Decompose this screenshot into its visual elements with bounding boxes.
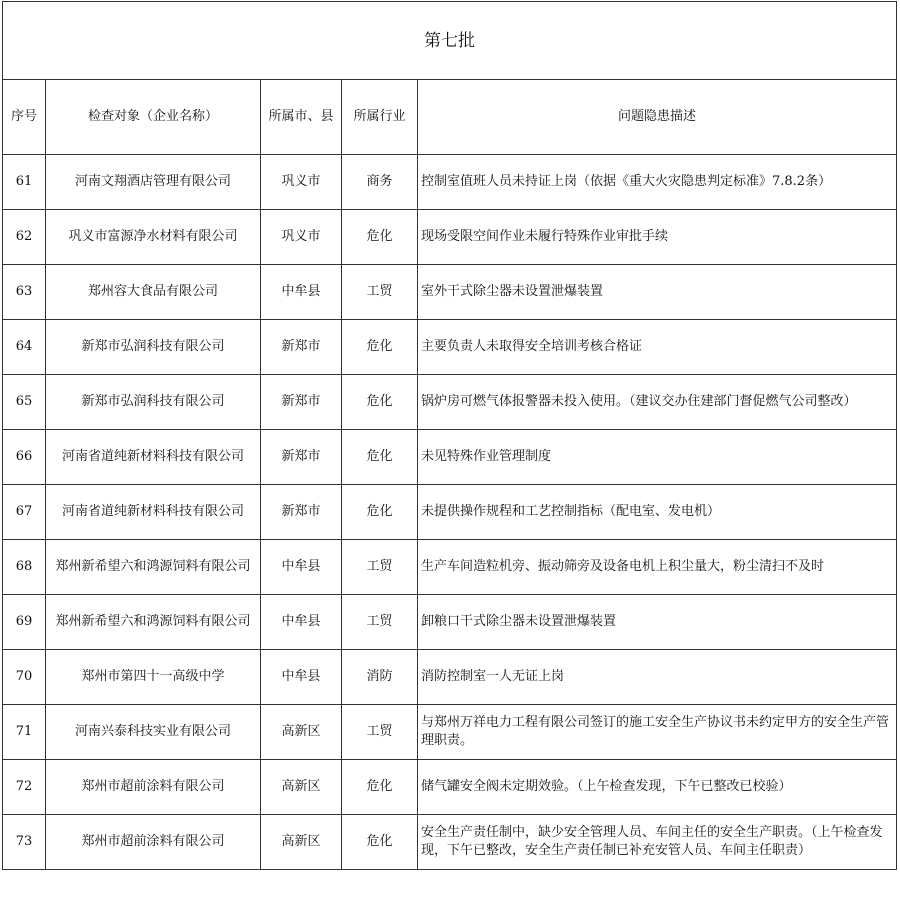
cell-industry: 工贸 bbox=[342, 705, 418, 760]
cell-city: 新郑市 bbox=[261, 485, 342, 540]
cell-industry: 危化 bbox=[342, 760, 418, 815]
cell-company: 河南文翔酒店管理有限公司 bbox=[46, 155, 261, 210]
table-body bbox=[3, 155, 897, 870]
cell-no: 67 bbox=[3, 485, 46, 540]
cell-city: 中牟县 bbox=[261, 650, 342, 705]
cell-no: 71 bbox=[3, 705, 46, 760]
cell-industry: 商务 bbox=[342, 155, 418, 210]
table-row bbox=[3, 375, 897, 430]
header-no: 序号 bbox=[3, 80, 46, 155]
cell-company: 郑州新希望六和鸿源饲料有限公司 bbox=[46, 540, 261, 595]
cell-no: 62 bbox=[3, 210, 46, 265]
header-city: 所属市、县 bbox=[261, 80, 342, 155]
cell-issue: 主要负责人未取得安全培训考核合格证 bbox=[418, 320, 897, 375]
cell-industry: 危化 bbox=[342, 815, 418, 870]
cell-no: 65 bbox=[3, 375, 46, 430]
cell-industry: 危化 bbox=[342, 320, 418, 375]
cell-issue: 安全生产责任制中，缺少安全管理人员、车间主任的安全生产职责。（上午检查发现，下午已整改，安全生产责任制已补充安管人员、车间主任职责） bbox=[418, 815, 897, 870]
table-row bbox=[3, 430, 897, 485]
header-row bbox=[3, 80, 897, 155]
hazard-table bbox=[2, 1, 897, 870]
cell-company: 河南省道纯新材料科技有限公司 bbox=[46, 430, 261, 485]
cell-company: 新郑市弘润科技有限公司 bbox=[46, 320, 261, 375]
cell-city: 新郑市 bbox=[261, 375, 342, 430]
cell-company: 郑州容大食品有限公司 bbox=[46, 265, 261, 320]
cell-city: 中牟县 bbox=[261, 265, 342, 320]
table-row bbox=[3, 705, 897, 760]
cell-company: 郑州市超前涂料有限公司 bbox=[46, 760, 261, 815]
cell-city: 高新区 bbox=[261, 760, 342, 815]
cell-no: 70 bbox=[3, 650, 46, 705]
table-row bbox=[3, 320, 897, 375]
cell-issue: 储气罐安全阀未定期效验。（上午检查发现，下午已整改已校验） bbox=[418, 760, 897, 815]
table-row bbox=[3, 210, 897, 265]
cell-issue: 消防控制室一人无证上岗 bbox=[418, 650, 897, 705]
cell-company: 巩义市富源净水材料有限公司 bbox=[46, 210, 261, 265]
cell-city: 高新区 bbox=[261, 815, 342, 870]
cell-company: 新郑市弘润科技有限公司 bbox=[46, 375, 261, 430]
cell-city: 中牟县 bbox=[261, 540, 342, 595]
cell-no: 63 bbox=[3, 265, 46, 320]
cell-industry: 危化 bbox=[342, 210, 418, 265]
cell-no: 73 bbox=[3, 815, 46, 870]
table-row bbox=[3, 540, 897, 595]
cell-industry: 危化 bbox=[342, 430, 418, 485]
cell-city: 高新区 bbox=[261, 705, 342, 760]
cell-issue: 未提供操作规程和工艺控制指标（配电室、发电机） bbox=[418, 485, 897, 540]
table-row bbox=[3, 485, 897, 540]
cell-city: 中牟县 bbox=[261, 595, 342, 650]
cell-industry: 危化 bbox=[342, 485, 418, 540]
cell-city: 巩义市 bbox=[261, 155, 342, 210]
cell-company: 河南兴泰科技实业有限公司 bbox=[46, 705, 261, 760]
table-row bbox=[3, 155, 897, 210]
cell-industry: 工贸 bbox=[342, 595, 418, 650]
cell-no: 72 bbox=[3, 760, 46, 815]
cell-no: 61 bbox=[3, 155, 46, 210]
cell-industry: 工贸 bbox=[342, 265, 418, 320]
table-row bbox=[3, 650, 897, 705]
cell-issue: 现场受限空间作业未履行特殊作业审批手续 bbox=[418, 210, 897, 265]
cell-issue: 控制室值班人员未持证上岗（依据《重大火灾隐患判定标准》7.8.2条） bbox=[418, 155, 897, 210]
table-row bbox=[3, 760, 897, 815]
cell-industry: 工贸 bbox=[342, 540, 418, 595]
cell-no: 69 bbox=[3, 595, 46, 650]
cell-issue: 与郑州万祥电力工程有限公司签订的施工安全生产协议书未约定甲方的安全生产管理职责。 bbox=[418, 705, 897, 760]
cell-city: 巩义市 bbox=[261, 210, 342, 265]
cell-company: 郑州新希望六和鸿源饲料有限公司 bbox=[46, 595, 261, 650]
inspection-sheet bbox=[2, 1, 896, 870]
cell-issue: 未见特殊作业管理制度 bbox=[418, 430, 897, 485]
cell-no: 68 bbox=[3, 540, 46, 595]
table-row bbox=[3, 265, 897, 320]
cell-issue: 室外干式除尘器未设置泄爆装置 bbox=[418, 265, 897, 320]
table-title: 第七批 bbox=[3, 2, 897, 80]
cell-no: 66 bbox=[3, 430, 46, 485]
table-row bbox=[3, 595, 897, 650]
cell-no: 64 bbox=[3, 320, 46, 375]
cell-industry: 危化 bbox=[342, 375, 418, 430]
header-issue: 问题隐患描述 bbox=[418, 80, 897, 155]
cell-company: 河南省道纯新材料科技有限公司 bbox=[46, 485, 261, 540]
cell-issue: 生产车间造粒机旁、振动筛旁及设备电机上积尘量大，粉尘清扫不及时 bbox=[418, 540, 897, 595]
header-industry: 所属行业 bbox=[342, 80, 418, 155]
cell-industry: 消防 bbox=[342, 650, 418, 705]
cell-city: 新郑市 bbox=[261, 430, 342, 485]
cell-company: 郑州市第四十一高级中学 bbox=[46, 650, 261, 705]
header-company: 检查对象（企业名称） bbox=[46, 80, 261, 155]
cell-issue: 卸粮口干式除尘器未设置泄爆装置 bbox=[418, 595, 897, 650]
table-row bbox=[3, 815, 897, 870]
cell-issue: 锅炉房可燃气体报警器未投入使用。（建议交办住建部门督促燃气公司整改） bbox=[418, 375, 897, 430]
cell-company: 郑州市超前涂料有限公司 bbox=[46, 815, 261, 870]
cell-city: 新郑市 bbox=[261, 320, 342, 375]
